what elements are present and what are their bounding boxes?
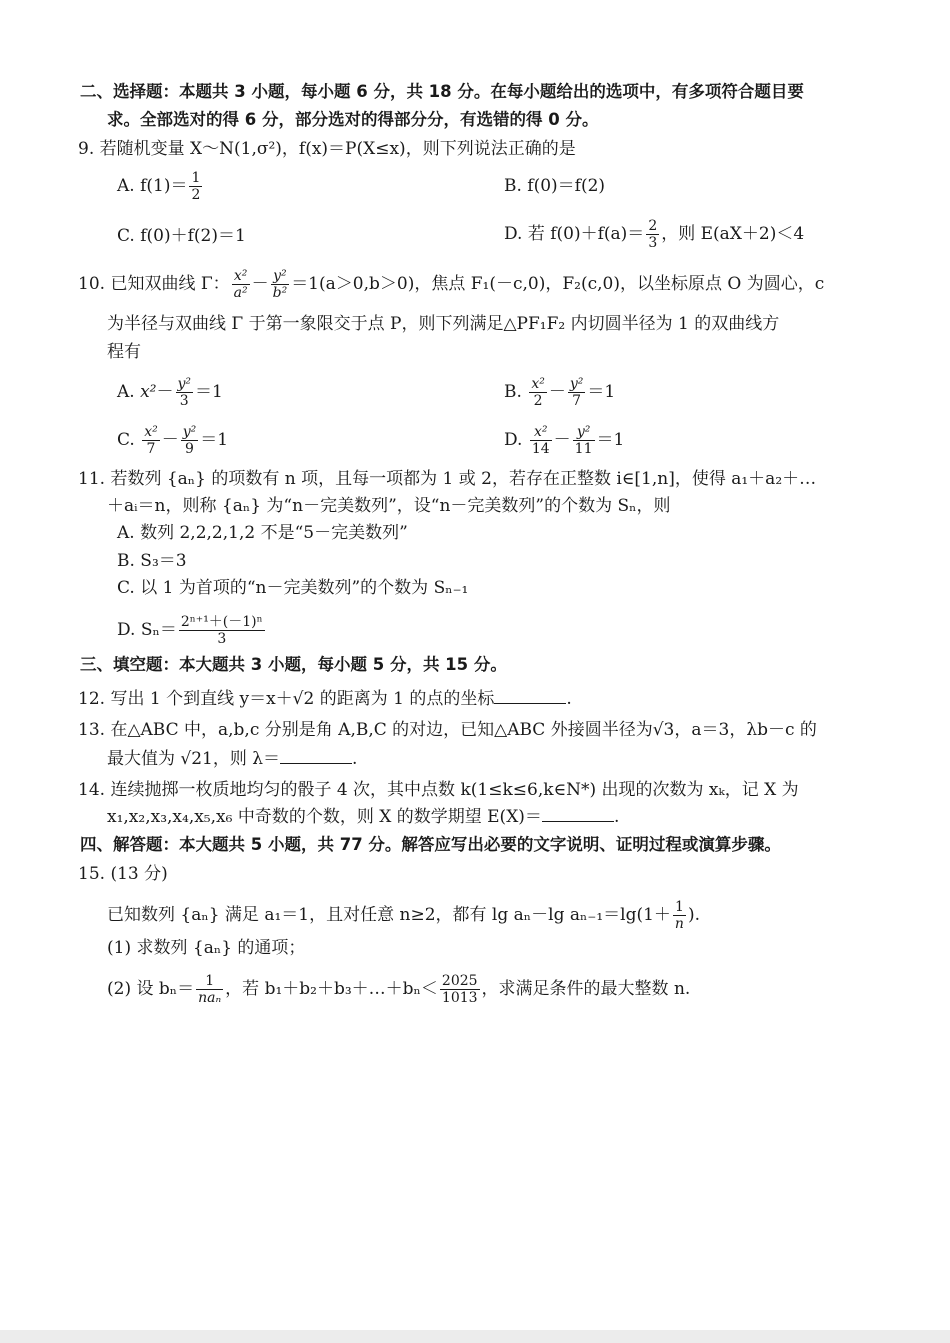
q13-answer-blank[interactable]: [280, 747, 352, 764]
q12-answer-blank[interactable]: [494, 687, 566, 704]
q15-stem: 已知数列 {aₙ} 满足 a₁＝1，且对任意 n≥2，都有 lg aₙ－lg aₙ₋₁＝lg(1＋ $\frac{1}{n}$ ).: [107, 899, 700, 932]
q12: 12. 写出 1 个到直线 y＝x＋√2 的距离为 1 的点的坐标 .: [78, 689, 572, 709]
q10-option-a: A. x²－ $\frac{\text{y²}}{3}$ ＝1: [117, 376, 223, 409]
q9-option-c: C. f(0)＋f(2)＝1: [117, 226, 246, 246]
q9-a-text: A. f(1)＝: [117, 176, 188, 196]
q11-option-c: C. 以 1 为首项的“n－完美数列”的个数为 Sₙ₋₁: [117, 578, 469, 598]
q11-d-fraction: $\frac{\text{2ⁿ⁺¹＋(－1)ⁿ}}{3}$: [180, 614, 263, 647]
q9-option-d: D. 若 f(0)＋f(a)＝ $\frac{2}{3}$ ，则 E(aX＋2)＜4: [504, 218, 805, 251]
section3-heading: 三、填空题：本大题共 3 小题，每小题 5 分，共 15 分。: [80, 655, 507, 674]
section4-heading: 四、解答题：本大题共 5 小题，共 77 分。解答应写出必要的文字说明、证明过程或演算步骤。: [80, 835, 781, 854]
q11-line1: 11. 若数列 {aₙ} 的项数有 n 项，且每一项都为 1 或 2，若存在正整数 i∈[1,n]，使得 a₁＋a₂＋…: [78, 469, 817, 489]
q15-part1: (1) 求数列 {aₙ} 的通项；: [107, 938, 306, 958]
q10-frac-x: $\frac{\text{x²}}{\text{a²}}$: [233, 268, 248, 301]
q10-line2: 为半径与双曲线 Γ 于第一象限交于点 P，则下列满足△PF₁F₂ 内切圆半径为 1 的双曲线方: [107, 314, 780, 334]
q10-option-b: B. $\frac{\text{x²}}{2}$ － $\frac{\text{y²}}{7}$ ＝1: [504, 376, 616, 409]
q9-a-fraction: $\frac{1}{2}$: [191, 170, 201, 203]
q10-frac-y: $\frac{\text{y²}}{\text{b²}}$: [272, 268, 288, 301]
q9-option-a: [117, 170, 204, 203]
section2-heading-line1: 二、选择题：本题共 3 小题，每小题 6 分，共 18 分。在每小题给出的选项中，有多项符合题目要: [80, 82, 804, 101]
q13-line2: 最大值为 √21，则 λ＝ .: [107, 749, 358, 769]
q11-option-b: B. S₃＝3: [117, 551, 187, 571]
q10-line1: 10. 已知双曲线 Γ： $\frac{\text{x²}}{\text{a²}}$ － $\frac{\text{y²}}{\text{b²}}$ ＝1(a＞0,b＞0)，焦点 F₁(－c,0)，F₂(c,0)，以坐标原点 O 为圆心，c: [78, 268, 825, 301]
q11-line2: ＋aᵢ＝n，则称 {aₙ} 为“n－完美数列”，设“n－完美数列”的个数为 Sₙ，则: [107, 496, 671, 516]
q14-line1: 14. 连续抛掷一枚质地均匀的骰子 4 次，其中点数 k(1≤k≤6,k∈N*) 出现的次数为 xₖ，记 X 为: [78, 780, 799, 800]
q9-stem: 9. 若随机变量 X～N(1,σ²)，f(x)＝P(X≤x)，则下列说法正确的是: [78, 139, 576, 159]
q15-part2: (2) 设 bₙ＝ $\frac{1}{\text{naₙ}}$ ，若 b₁＋b₂＋b₃＋…＋bₙ＜ $\frac{2025}{1013}$ ，求满足条件的最大整数 n.: [107, 973, 691, 1006]
q9-d-fraction: $\frac{2}{3}$: [648, 218, 658, 251]
q10-option-d: D. $\frac{\text{x²}}{14}$ － $\frac{\text{y²}}{11}$ ＝1: [504, 424, 625, 457]
q9-option-b: B. f(0)＝f(2): [504, 176, 606, 196]
q11-option-d: D. Sₙ＝ $\frac{\text{2ⁿ⁺¹＋(－1)ⁿ}}{3}$: [117, 614, 263, 647]
q14-line2: x₁,x₂,x₃,x₄,x₅,x₆ 中奇数的个数，则 X 的数学期望 E(X)＝ .: [107, 807, 620, 827]
q13-line1: 13. 在△ABC 中，a,b,c 分别是角 A,B,C 的对边，已知△ABC 外接圆半径为√3，a＝3，λb－c 的: [78, 720, 817, 740]
q15-head: 15. (13 分): [78, 864, 168, 884]
page-bottom-edge: [0, 1330, 950, 1343]
section2-heading-line2: 求。全部选对的得 6 分，部分选对的得部分分，有选错的得 0 分。: [107, 110, 599, 129]
q10-line3: 程有: [107, 342, 141, 362]
q14-answer-blank[interactable]: [542, 805, 614, 822]
q11-option-a: A. 数列 2,2,2,1,2 不是“5－完美数列”: [117, 523, 408, 543]
q10-option-c: C. $\frac{\text{x²}}{7}$ － $\frac{\text{y²}}{9}$ ＝1: [117, 424, 229, 457]
